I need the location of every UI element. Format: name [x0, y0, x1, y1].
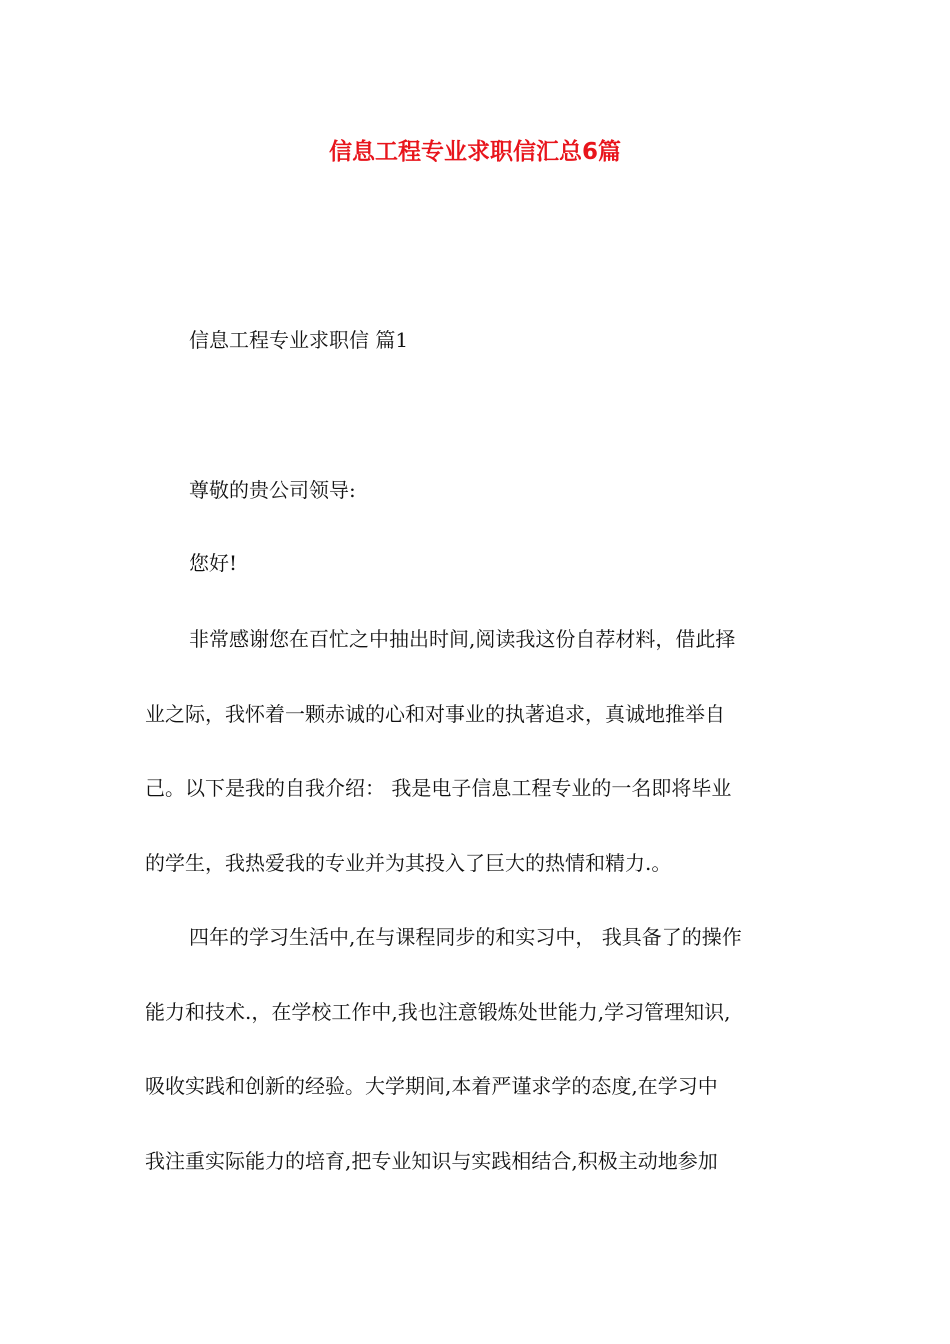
- paragraph-line: 业之际，我怀着一颗赤诚的心和对事业的执著追求，真诚地推举自: [145, 702, 725, 726]
- paragraph-line: 四年的学习生活中,在与课程同步的和实习中， 我具备了的操作: [189, 925, 742, 949]
- section-heading: 信息工程专业求职信 篇1: [189, 328, 409, 352]
- paragraph-line: 非常感谢您在百忙之中抽出时间,阅读我这份自荐材料，借此择: [189, 627, 736, 651]
- paragraph-line: 己。以下是我的自我介绍： 我是电子信息工程专业的一名即将毕业: [145, 776, 732, 800]
- paragraph-line: 能力和技术.，在学校工作中,我也注意锻炼处世能力,学习管理知识,: [145, 1000, 731, 1024]
- salutation: 尊敬的贵公司领导:: [189, 478, 356, 502]
- greeting: 您好!: [189, 551, 238, 575]
- paragraph-line: 的学生，我热爱我的专业并为其投入了巨大的热情和精力.。: [145, 851, 672, 875]
- paragraph-line: 吸收实践和创新的经验。大学期间,本着严谨求学的态度,在学习中: [145, 1074, 718, 1098]
- document-title: 信息工程专业求职信汇总6篇: [328, 139, 621, 165]
- paragraph-line: 我注重实际能力的培育,把专业知识与实践相结合,积极主动地参加: [145, 1149, 718, 1173]
